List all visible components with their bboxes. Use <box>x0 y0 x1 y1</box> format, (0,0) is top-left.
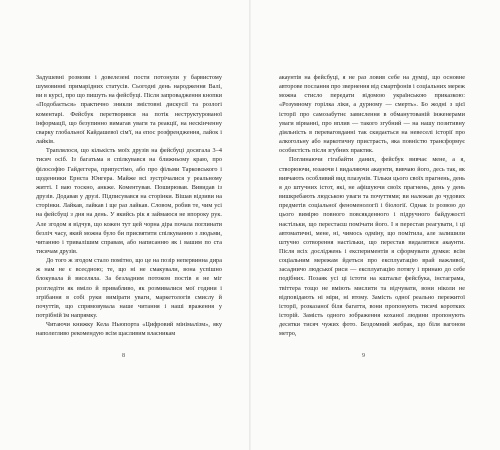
paragraph: Поглинаючи гігабайти даних, фейсбук вивчає мене, а я, створюючи, юзаючи і видаляючи акаунти, вивчаю його, десь так, як вивчають особливий вид плазунів. Тільки цього своїх прагнень, день я до штучних істот, які, не афішуючи своїх прагнень, день у день вишкребають людською уваги та почуттями; ви належав до чудових предметів соціальної феноменології і біології. Однак із розвою до цього вимірю повного повсякденного і підручного байдужості настільки, що перестаєш помічати його. І я перестав реагувати, і ці автоматичні, мене, ні, чимось одміну, що помітила, але залишили штучно сотворення настільки, що перестав видалятися акаунти. Після всіх досліджень і експериментів я сформувати думки: всім соціальним мережам йдеться про експлуатацію врай важливої, засадничо людської риси — експлуатацію потягу і принаю до себе подібних. Позаяк усі ці істоти на кштальт фейсбука, інстаграма, твіттера тощо не вміють мислити та відчувати, вони ніколи не відповідають ні міри, ні втому. Замість одної реально пережитої історії, розказаної біля багаття, вони пропонують тисячі коротких історій. Замість одного зображення коханої людини пропонують десятки тисяч чужих фото. Бездомний жебрак, що біля вагоном метро, <box>279 156 465 338</box>
page-number: 9 <box>362 353 365 359</box>
paragraph: Задушевні розмови і довелезені пости потонули у барвистому шумовинні примарідних статусів. Сьогодні день народження Валі, ви в курсі, про що пишуть на фейсбуці. Після запровадження кнопки «Подобається» практично зникли змістовні дискусії та розлогі коментарі. Фейсбук перетворився на потік неструктурованої інформації, що безупинно вимагав уваги та реакції, на нескінченну сварку глобальної Кайдашевої сім'ї, на епос розфрендження, лайок і лайків. <box>36 74 222 146</box>
paragraph: До того ж згодом стало помітно, що це на позір непервинна дира ж нам не є всеєдною; те, що ні не смакували, вона успішно блокувала й виселяла. За безладним потоком постів я не міг розгледіти як вміло й привабливо, як розмивалися мої години і згрібання в собі руки вимірати уваги, маркетологів смислу й почуттів, що спрямовувала наше читання і наші враження у потрібній їм напрямку. <box>36 257 222 320</box>
paragraph: Траплялося, що кількість моїх друзів на фейсбуці досягала 3–4 тисяч осіб. Із багатьма я спілкувався на ближньому краю, про філософію Гайдеггера, припустімо, або про фільми Тарковського і щоденники Ернста Юнгера. Майже всі зустрічалися у реальному житті. І ваю тоскно, анкже. Коментував. Поширював. Вивидав із друзів. Додавав у друзі. Підписувався на сторінки. Вішав відзиви на сторінки. Лайкав, лайкав і ще раз лайкав. Словом, робив те, чим усі на фейсбуці з дня на день. У якийсь рік я займаюся не впороку рук. Але згодом я відчув, що кожен тут цей чорна діра почала поглинати безліч часу, який можна було би присвятити спілкуванню з людьми, читанню і тривалішим справам, або написанню як і вашим по ста тисячам друзів. <box>36 147 222 255</box>
paragraph: акаунтів на фейсбуці, я не раз ловив себе на думці, що основне авторове послання про звернення від смартфонів і соціальних мереж можна стисло передати відомою українською приказкою: «Розумному горілка ліки, а дурному — смерть». Бо жодні з цієї історії про самозабутнє завислення в обманутованій інженерами уваги вірванні, про вплив — такого згубний — на нашу позитивну діяльність в переваговданні так скидається на невеселі історії про алкогольну або наркотичну пристрасть, яка повністю трансформує особистість після згубних практик. <box>279 74 465 155</box>
right-page <box>250 0 500 450</box>
paragraph: Читаючи книжку Кела Ньюпорта «Цифровий мінімалізм», яку наполегливо рекомендую всім щасливим власникам <box>36 321 222 338</box>
right-page-text <box>279 73 465 339</box>
left-page-text <box>36 73 222 339</box>
page-number: 8 <box>122 353 125 359</box>
